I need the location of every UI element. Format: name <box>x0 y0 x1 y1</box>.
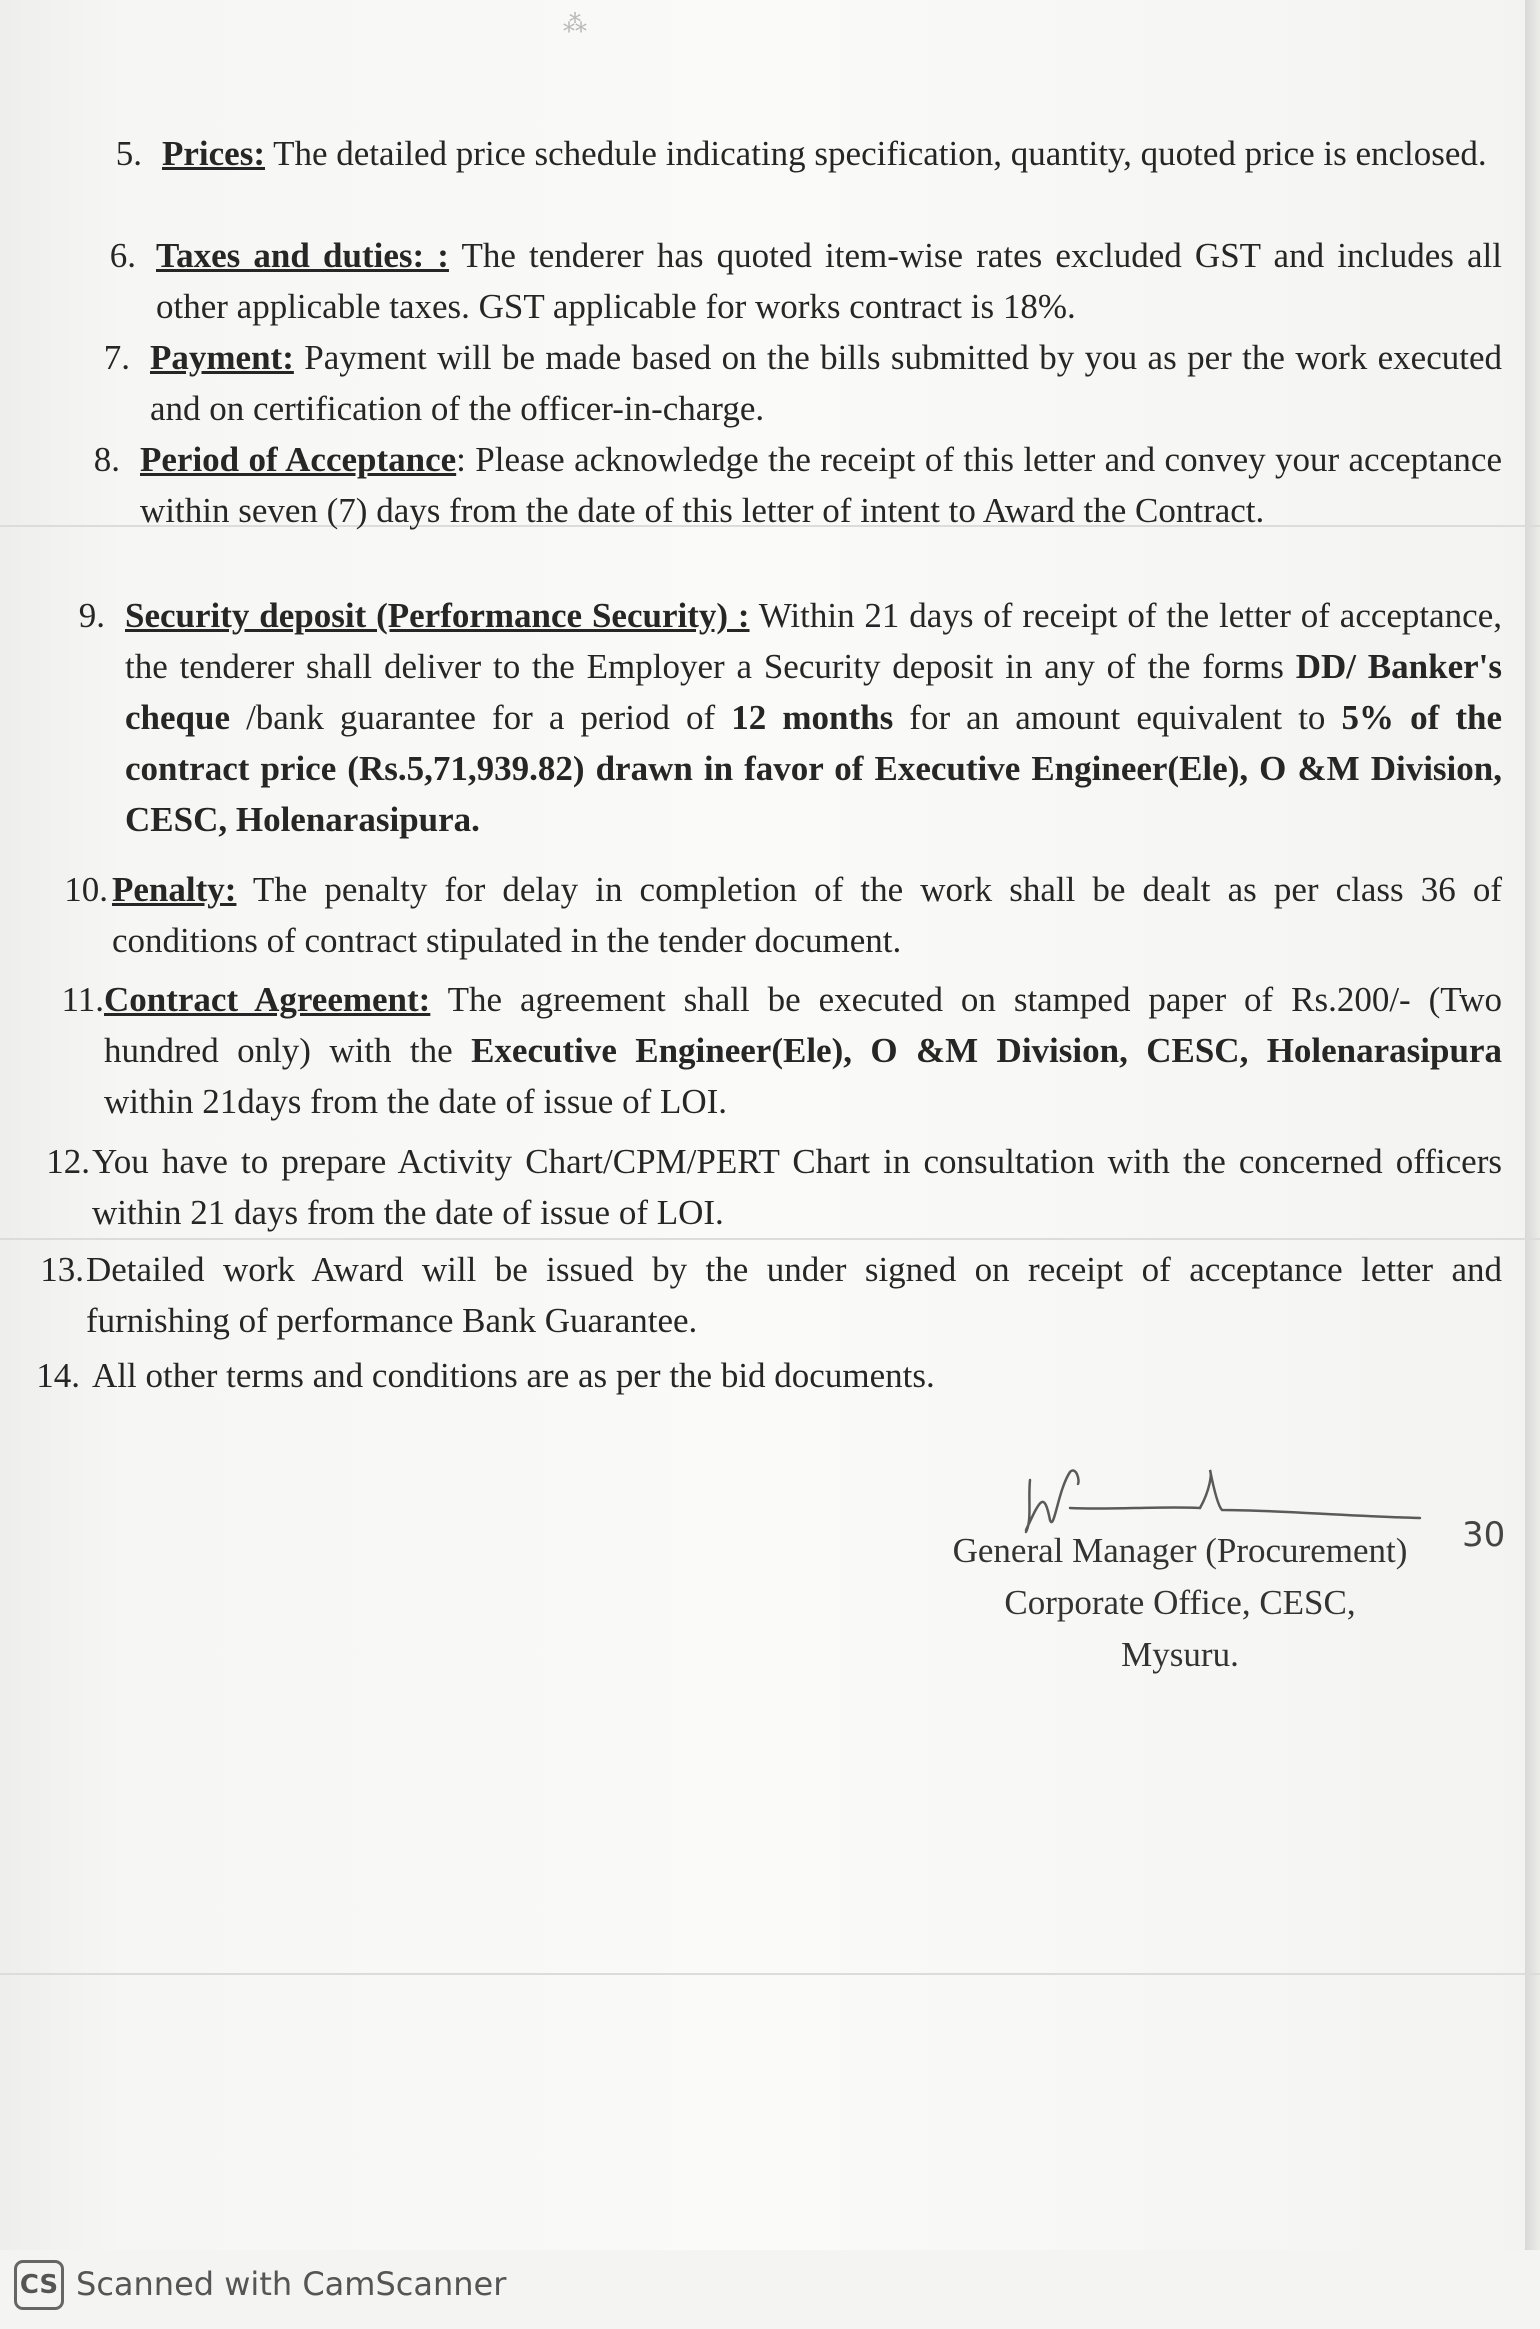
camscanner-logo: CS <box>14 2260 64 2310</box>
signatory-block <box>860 1525 1500 1681</box>
clause-number: 10. <box>64 870 108 909</box>
camscanner-watermark-text: Scanned with CamScanner <box>76 2265 507 2303</box>
clause-body <box>104 974 1502 1127</box>
clause-body <box>150 332 1502 434</box>
clause-text-bold: Executive Engineer(Ele), O &M Division, CESC, Holenarasipura <box>471 1031 1502 1070</box>
clause-text: You have to prepare Activity Chart/CPM/PERT Chart in consultation with the concerned officers within 21 days from the date of issue of LOI. <box>92 1142 1502 1232</box>
clause-text: for an amount equivalent to <box>893 698 1342 737</box>
clause-body <box>140 434 1502 536</box>
clause-body <box>156 230 1502 332</box>
clause-number: 14. <box>36 1356 80 1395</box>
paper-fold-line <box>0 1973 1540 1975</box>
clause-number: 5. <box>115 134 142 173</box>
clause-number: 7. <box>103 338 130 377</box>
clause-heading: Contract Agreement: <box>104 980 431 1019</box>
clause-body <box>162 128 1502 179</box>
signature-date-annotation: 30 <box>1462 1515 1506 1555</box>
clause-heading: Penalty: <box>112 870 237 909</box>
clause-body <box>92 1136 1502 1238</box>
header-stamp-smudge: ⁂ <box>563 12 587 38</box>
clause-heading: Payment: <box>150 338 294 377</box>
clause-body <box>86 1244 1502 1346</box>
clause-text: within 21days from the date of issue of LOI. <box>104 1082 728 1121</box>
clause-text: The agreement shall be executed on stamped paper of Rs.200/- (Two hundred only) with the <box>104 980 1502 1070</box>
clause-text: /bank guarantee for a period of <box>230 698 732 737</box>
clause-text: Detailed work Award will be issued by the under signed on receipt of acceptance letter and furnishing of performance Bank Guarantee. <box>86 1250 1502 1340</box>
clause-text: The detailed price schedule indicating specification, quantity, quoted price is enclosed. <box>273 134 1487 173</box>
page-edge-shadow <box>1525 0 1540 2250</box>
clause-heading: Taxes and duties: : <box>156 236 449 275</box>
clause-text-bold: 12 months <box>731 698 894 737</box>
clause-text: All other terms and conditions are as per the bid documents. <box>92 1356 935 1395</box>
clause-text: Within 21 days of receipt of the letter of acceptance, the tenderer shall deliver to the Employer a Security deposit in any of the forms <box>125 596 1502 686</box>
clause-number: 13. <box>40 1250 84 1289</box>
clause-text: The penalty for delay in completion of the work shall be dealt as per class 36 of conditions of contract stipulated in the tender document. <box>112 870 1502 960</box>
clause-number: 12. <box>46 1142 90 1181</box>
clause-text: The tenderer has quoted item-wise rates excluded GST and includes all other applicable taxes. GST applicable for works contract is 18%. <box>156 236 1503 326</box>
clause-number: 9. <box>78 596 105 635</box>
clause-body <box>92 1350 1502 1401</box>
clause-heading: Period of Acceptance <box>140 440 457 479</box>
clause-text: : Please acknowledge the receipt of this letter and convey your acceptance within seven (7) days from the date of this letter of intent to Award the Contract. <box>140 440 1502 530</box>
clause-number: 8. <box>93 440 120 479</box>
clause-number: 6. <box>109 236 136 275</box>
clause-heading: Prices: <box>162 134 265 173</box>
clause-body <box>112 864 1502 966</box>
clause-text-bold: 5% of the contract price (Rs.5,71,939.82) drawn in favor of Executive Engineer(Ele), O &M Division, CESC, Holenarasipura. <box>125 698 1502 839</box>
clause-text: Payment will be made based on the bills submitted by you as per the work executed and on certification of the officer-in-charge. <box>150 338 1503 428</box>
clause-heading: Security deposit (Performance Security) : <box>125 596 750 635</box>
signatory-title: General Manager (Procurement) <box>952 1531 1408 1570</box>
paper-fold-line <box>0 1238 1540 1240</box>
signatory-city: Mysuru. <box>1121 1635 1239 1674</box>
signatory-office: Corporate Office, CESC, <box>1004 1583 1356 1622</box>
clause-number: 11. <box>61 980 104 1019</box>
clause-body <box>125 590 1502 845</box>
clause-text-bold: DD/ Banker's cheque <box>125 647 1502 737</box>
